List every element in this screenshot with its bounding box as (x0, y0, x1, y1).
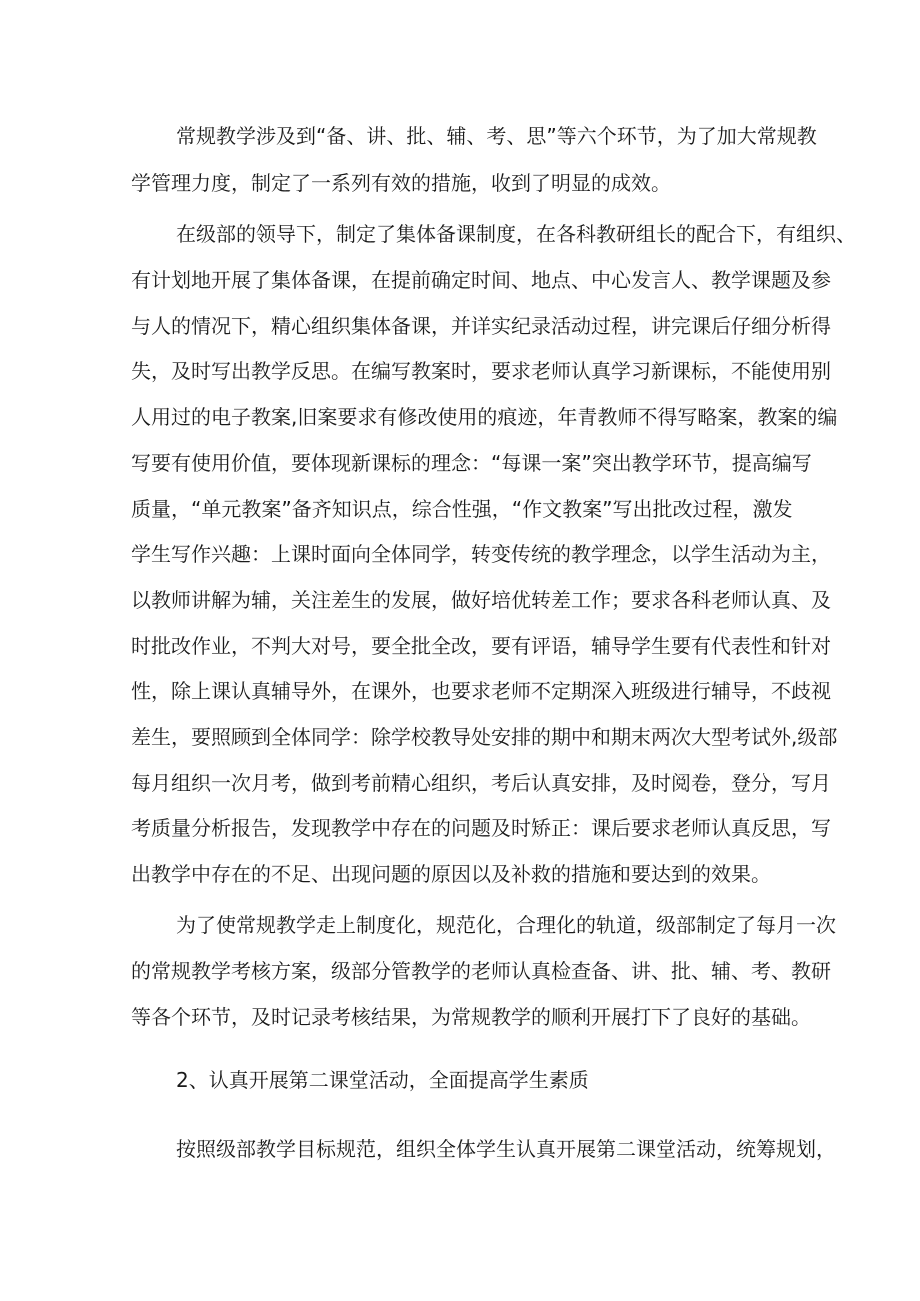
text-line: 以教师讲解为辅，关注差生的发展，做好培优转差工作；要求各科老师认真、及 (131, 588, 831, 612)
text-line: 与人的情况下，精心组织集体备课，并详实纪录活动过程，讲完课后仔细分析得 (131, 314, 831, 338)
text-line: 出教学中存在的不足、出现问题的原因以及补救的措施和要达到的效果。 (131, 862, 771, 886)
text-line: 时批改作业，不判大对号，要全批全改，要有评语，辅导学生要有代表性和针对 (131, 634, 831, 658)
text-line: 有计划地开展了集体备课，在提前确定时间、地点、中心发言人、教学课题及参 (131, 268, 831, 292)
text-line: 的常规教学考核方案，级部分管教学的老师认真检查备、讲、批、辅、考、教研 (131, 959, 831, 983)
text-line: 按照级部教学目标规范，组织全体学生认真开展第二课堂活动，统筹规划， (176, 1137, 836, 1161)
text-line: 质量，“单元教案”备齐知识点，综合性强，“作文教案”写出批改过程，激发 (131, 497, 793, 521)
text-line: 性，除上课认真辅导外，在课外，也要求老师不定期深入班级进行辅导，不歧视 (131, 679, 831, 703)
text-line: 学生写作兴趣：上课时面向全体同学，转变传统的教学理念，以学生活动为主， (131, 542, 831, 566)
text-line: 等各个环节，及时记录考核结果，为常规教学的顺利开展打下了良好的基础。 (131, 1005, 811, 1029)
text-line: 差生，要照顾到全体同学：除学校教导处安排的期中和期末两次大型考试外,级部 (131, 725, 838, 749)
section-heading: 2、认真开展第二课堂活动，全面提高学生素质 (176, 1068, 589, 1092)
text-line: 写要有使用价值，要体现新课标的理念：“每课一案”突出教学环节，提高编写 (131, 451, 812, 475)
text-line: 人用过的电子教案,旧案要求有修改使用的痕迹，年青教师不得写略案，教案的编 (131, 405, 838, 429)
text-line: 常规教学涉及到“备、讲、批、辅、考、思”等六个环节，为了加大常规教 (176, 124, 817, 148)
text-line: 每月组织一次月考，做到考前精心组织，考后认真安排，及时阅卷，登分，写月 (131, 771, 831, 795)
text-line: 为了使常规教学走上制度化，规范化，合理化的轨道，级部制定了每月一次 (176, 913, 836, 937)
text-line: 考质量分析报告，发现教学中存在的问题及时矫正：课后要求老师认真反思，写 (131, 816, 831, 840)
text-line: 学管理力度，制定了一系列有效的措施，收到了明显的成效。 (131, 171, 671, 195)
text-line: 失，及时写出教学反思。在编写教案时，要求老师认真学习新课标，不能使用别 (131, 359, 831, 383)
text-line: 在级部的领导下，制定了集体备课制度，在各科教研组长的配合下，有组织、 (176, 222, 856, 246)
